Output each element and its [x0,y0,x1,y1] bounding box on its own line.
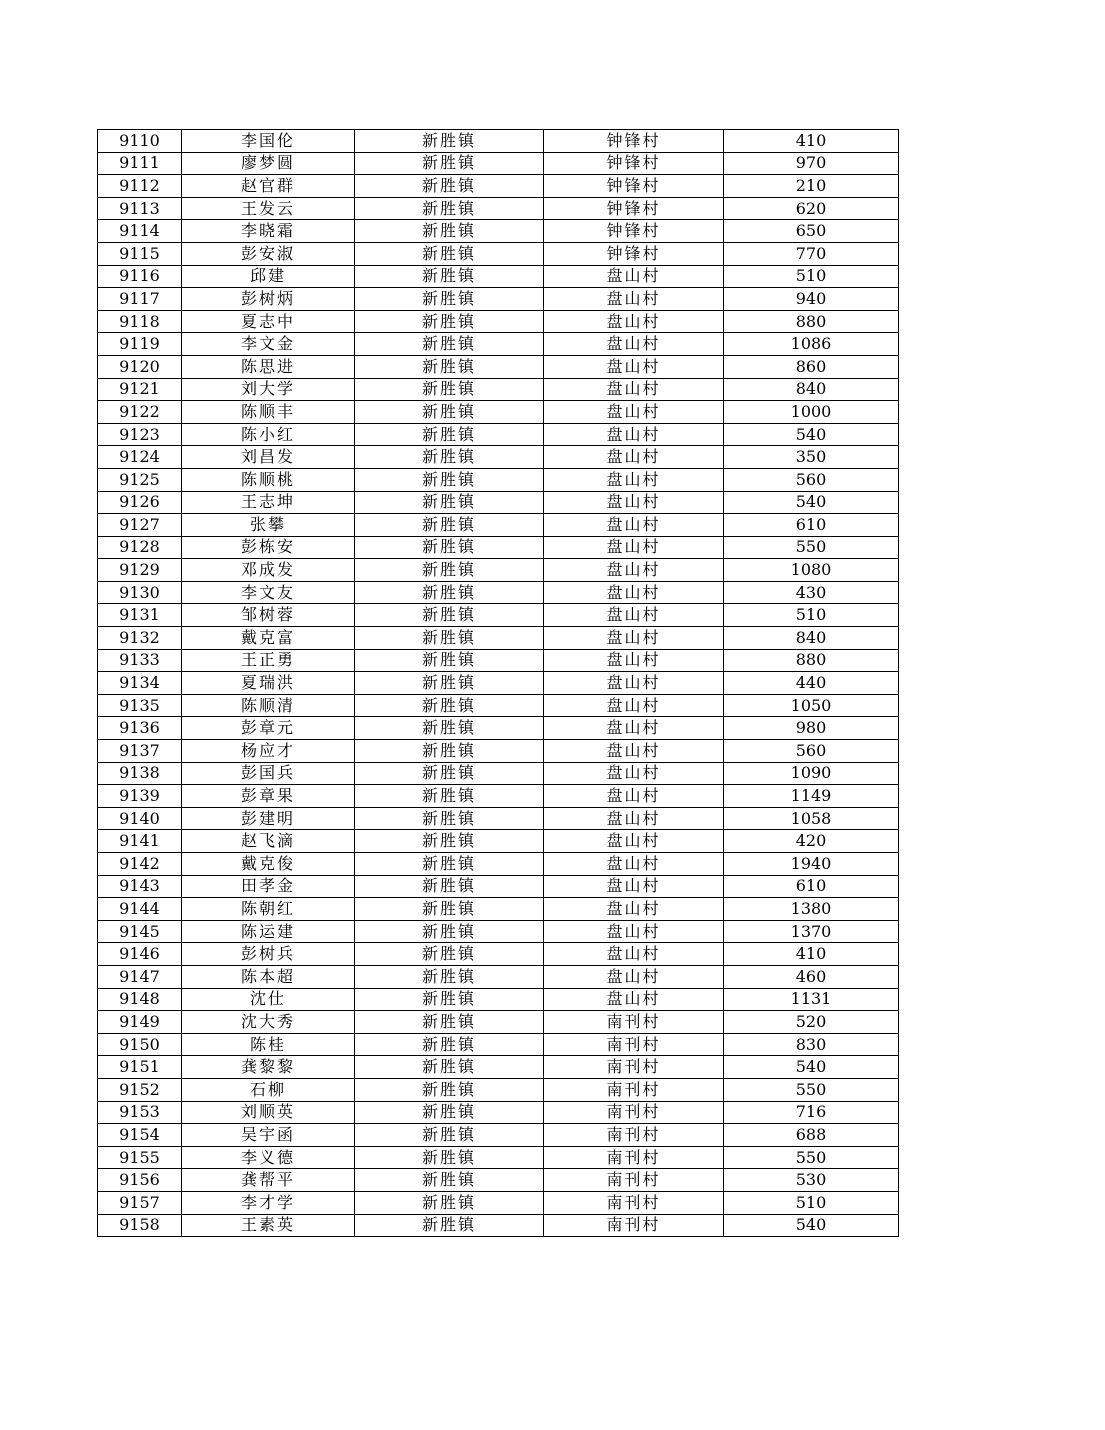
cell-serial-number: 9113 [98,197,182,220]
cell-town: 新胜镇 [355,1033,544,1056]
cell-amount: 1131 [724,988,899,1011]
cell-amount: 880 [724,649,899,672]
cell-amount: 510 [724,265,899,288]
cell-village: 盘山村 [544,694,724,717]
cell-amount: 1940 [724,853,899,876]
cell-town: 新胜镇 [355,604,544,627]
cell-amount: 1080 [724,559,899,582]
cell-town: 新胜镇 [355,672,544,695]
cell-village: 盘山村 [544,401,724,424]
cell-town: 新胜镇 [355,581,544,604]
cell-town: 新胜镇 [355,830,544,853]
table-row [98,581,899,604]
cell-name: 王发云 [182,197,355,220]
cell-name: 陈桂 [182,1033,355,1056]
cell-amount: 440 [724,672,899,695]
cell-name: 赵飞滴 [182,830,355,853]
cell-village: 盘山村 [544,672,724,695]
table-row [98,853,899,876]
cell-amount: 560 [724,468,899,491]
cell-name: 彭树兵 [182,943,355,966]
cell-village: 南刊村 [544,1101,724,1124]
cell-name: 李义德 [182,1146,355,1169]
cell-village: 盘山村 [544,830,724,853]
table-row [98,785,899,808]
cell-village: 盘山村 [544,265,724,288]
cell-amount: 550 [724,536,899,559]
cell-serial-number: 9119 [98,333,182,356]
table-row [98,310,899,333]
table-row [98,1191,899,1214]
data-table [97,129,899,1237]
cell-serial-number: 9131 [98,604,182,627]
cell-amount: 550 [724,1078,899,1101]
cell-serial-number: 9120 [98,355,182,378]
cell-serial-number: 9118 [98,310,182,333]
cell-name: 刘顺英 [182,1101,355,1124]
cell-village: 南刊村 [544,1056,724,1079]
cell-town: 新胜镇 [355,694,544,717]
cell-amount: 610 [724,514,899,537]
cell-village: 南刊村 [544,1146,724,1169]
cell-serial-number: 9145 [98,920,182,943]
cell-village: 盘山村 [544,468,724,491]
cell-amount: 940 [724,288,899,311]
cell-serial-number: 9152 [98,1078,182,1101]
cell-village: 钟锋村 [544,152,724,175]
cell-name: 沈仕 [182,988,355,1011]
cell-village: 盘山村 [544,536,724,559]
table-row [98,175,899,198]
cell-town: 新胜镇 [355,807,544,830]
cell-name: 陈运建 [182,920,355,943]
table-row [98,288,899,311]
table-body [98,130,899,1237]
cell-town: 新胜镇 [355,1169,544,1192]
table-row [98,898,899,921]
cell-village: 盘山村 [544,559,724,582]
cell-serial-number: 9144 [98,898,182,921]
cell-serial-number: 9133 [98,649,182,672]
cell-name: 陈朝红 [182,898,355,921]
cell-amount: 880 [724,310,899,333]
cell-amount: 540 [724,1056,899,1079]
cell-name: 赵官群 [182,175,355,198]
cell-name: 陈小红 [182,423,355,446]
cell-village: 钟锋村 [544,175,724,198]
cell-village: 钟锋村 [544,197,724,220]
cell-amount: 510 [724,604,899,627]
table-row [98,265,899,288]
cell-town: 新胜镇 [355,423,544,446]
cell-village: 盘山村 [544,333,724,356]
cell-town: 新胜镇 [355,130,544,153]
cell-village: 盘山村 [544,943,724,966]
cell-town: 新胜镇 [355,1214,544,1237]
cell-name: 吴宇函 [182,1124,355,1147]
cell-town: 新胜镇 [355,762,544,785]
table-row [98,446,899,469]
cell-village: 盘山村 [544,378,724,401]
cell-town: 新胜镇 [355,649,544,672]
cell-village: 盘山村 [544,491,724,514]
cell-amount: 530 [724,1169,899,1192]
cell-amount: 410 [724,943,899,966]
table-row [98,830,899,853]
cell-village: 盘山村 [544,627,724,650]
cell-amount: 1058 [724,807,899,830]
cell-town: 新胜镇 [355,310,544,333]
cell-serial-number: 9135 [98,694,182,717]
cell-town: 新胜镇 [355,853,544,876]
cell-amount: 540 [724,423,899,446]
cell-village: 盘山村 [544,807,724,830]
cell-name: 陈顺丰 [182,401,355,424]
cell-serial-number: 9128 [98,536,182,559]
cell-village: 盘山村 [544,514,724,537]
cell-amount: 540 [724,491,899,514]
cell-town: 新胜镇 [355,988,544,1011]
cell-name: 戴克俊 [182,853,355,876]
cell-town: 新胜镇 [355,288,544,311]
cell-amount: 1090 [724,762,899,785]
cell-serial-number: 9112 [98,175,182,198]
table-row [98,1124,899,1147]
cell-amount: 610 [724,875,899,898]
table-row [98,130,899,153]
cell-town: 新胜镇 [355,401,544,424]
cell-town: 新胜镇 [355,559,544,582]
cell-amount: 540 [724,1214,899,1237]
cell-name: 彭树炳 [182,288,355,311]
table-row [98,988,899,1011]
cell-name: 陈思进 [182,355,355,378]
table-row [98,649,899,672]
cell-village: 钟锋村 [544,130,724,153]
table-row [98,943,899,966]
cell-village: 盘山村 [544,649,724,672]
cell-village: 盘山村 [544,355,724,378]
cell-village: 南刊村 [544,1033,724,1056]
cell-name: 李文金 [182,333,355,356]
cell-serial-number: 9116 [98,265,182,288]
cell-amount: 560 [724,740,899,763]
cell-serial-number: 9121 [98,378,182,401]
cell-serial-number: 9129 [98,559,182,582]
table-row [98,875,899,898]
cell-town: 新胜镇 [355,265,544,288]
table-row [98,559,899,582]
cell-name: 彭章元 [182,717,355,740]
table-row [98,423,899,446]
cell-village: 盘山村 [544,785,724,808]
cell-serial-number: 9132 [98,627,182,650]
cell-amount: 1370 [724,920,899,943]
cell-name: 戴克富 [182,627,355,650]
cell-amount: 350 [724,446,899,469]
table-row [98,1146,899,1169]
table-row [98,242,899,265]
cell-village: 盘山村 [544,581,724,604]
cell-serial-number: 9153 [98,1101,182,1124]
cell-serial-number: 9140 [98,807,182,830]
cell-town: 新胜镇 [355,875,544,898]
cell-serial-number: 9139 [98,785,182,808]
cell-serial-number: 9110 [98,130,182,153]
cell-amount: 688 [724,1124,899,1147]
cell-name: 陈顺清 [182,694,355,717]
cell-town: 新胜镇 [355,197,544,220]
cell-village: 盘山村 [544,423,724,446]
cell-town: 新胜镇 [355,491,544,514]
cell-village: 盘山村 [544,965,724,988]
cell-name: 龚帮平 [182,1169,355,1192]
cell-town: 新胜镇 [355,898,544,921]
cell-town: 新胜镇 [355,355,544,378]
cell-amount: 1050 [724,694,899,717]
cell-village: 南刊村 [544,1191,724,1214]
cell-amount: 1380 [724,898,899,921]
cell-serial-number: 9134 [98,672,182,695]
cell-name: 陈本超 [182,965,355,988]
table-row [98,1214,899,1237]
cell-town: 新胜镇 [355,1124,544,1147]
table-row [98,197,899,220]
cell-village: 南刊村 [544,1078,724,1101]
cell-amount: 210 [724,175,899,198]
table-row [98,220,899,243]
cell-name: 彭章果 [182,785,355,808]
cell-serial-number: 9155 [98,1146,182,1169]
cell-town: 新胜镇 [355,1011,544,1034]
cell-serial-number: 9141 [98,830,182,853]
cell-serial-number: 9127 [98,514,182,537]
cell-serial-number: 9117 [98,288,182,311]
cell-village: 盘山村 [544,740,724,763]
cell-name: 廖梦圆 [182,152,355,175]
cell-serial-number: 9148 [98,988,182,1011]
cell-serial-number: 9137 [98,740,182,763]
cell-village: 南刊村 [544,1169,724,1192]
cell-serial-number: 9138 [98,762,182,785]
cell-town: 新胜镇 [355,242,544,265]
table-row [98,694,899,717]
cell-village: 盘山村 [544,288,724,311]
table-row [98,604,899,627]
cell-village: 盘山村 [544,310,724,333]
table-row [98,1101,899,1124]
table-row [98,1056,899,1079]
cell-amount: 840 [724,378,899,401]
cell-village: 盘山村 [544,988,724,1011]
table-row [98,401,899,424]
cell-town: 新胜镇 [355,446,544,469]
cell-amount: 520 [724,1011,899,1034]
cell-serial-number: 9125 [98,468,182,491]
cell-amount: 980 [724,717,899,740]
table-row [98,672,899,695]
table-row [98,717,899,740]
cell-amount: 970 [724,152,899,175]
table-row [98,491,899,514]
cell-name: 王素英 [182,1214,355,1237]
table-row [98,536,899,559]
cell-village: 盘山村 [544,920,724,943]
cell-village: 盘山村 [544,717,724,740]
cell-name: 彭安淑 [182,242,355,265]
cell-village: 盘山村 [544,604,724,627]
table-row [98,1169,899,1192]
cell-town: 新胜镇 [355,175,544,198]
cell-amount: 716 [724,1101,899,1124]
table-row [98,1078,899,1101]
table-row [98,378,899,401]
table-row [98,1011,899,1034]
cell-serial-number: 9115 [98,242,182,265]
table-row [98,762,899,785]
cell-village: 盘山村 [544,875,724,898]
cell-name: 田孝金 [182,875,355,898]
cell-town: 新胜镇 [355,785,544,808]
cell-town: 新胜镇 [355,943,544,966]
cell-town: 新胜镇 [355,1146,544,1169]
cell-name: 邓成发 [182,559,355,582]
cell-name: 李晓霜 [182,220,355,243]
cell-name: 邱建 [182,265,355,288]
cell-serial-number: 9143 [98,875,182,898]
cell-serial-number: 9124 [98,446,182,469]
cell-amount: 1149 [724,785,899,808]
cell-serial-number: 9130 [98,581,182,604]
cell-name: 彭栋安 [182,536,355,559]
cell-town: 新胜镇 [355,1078,544,1101]
cell-name: 王志坤 [182,491,355,514]
cell-amount: 510 [724,1191,899,1214]
cell-amount: 650 [724,220,899,243]
cell-village: 南刊村 [544,1124,724,1147]
cell-town: 新胜镇 [355,468,544,491]
cell-name: 杨应才 [182,740,355,763]
cell-village: 盘山村 [544,898,724,921]
cell-serial-number: 9122 [98,401,182,424]
cell-town: 新胜镇 [355,378,544,401]
cell-name: 夏瑞洪 [182,672,355,695]
table-row [98,468,899,491]
table-row [98,1033,899,1056]
cell-town: 新胜镇 [355,1191,544,1214]
cell-name: 夏志中 [182,310,355,333]
cell-name: 龚黎黎 [182,1056,355,1079]
cell-amount: 830 [724,1033,899,1056]
cell-village: 盘山村 [544,762,724,785]
cell-amount: 420 [724,830,899,853]
cell-name: 李才学 [182,1191,355,1214]
cell-village: 钟锋村 [544,242,724,265]
cell-serial-number: 9126 [98,491,182,514]
cell-town: 新胜镇 [355,1056,544,1079]
cell-amount: 620 [724,197,899,220]
cell-name: 石柳 [182,1078,355,1101]
cell-serial-number: 9150 [98,1033,182,1056]
cell-serial-number: 9156 [98,1169,182,1192]
cell-town: 新胜镇 [355,740,544,763]
cell-amount: 770 [724,242,899,265]
cell-serial-number: 9111 [98,152,182,175]
cell-name: 刘大学 [182,378,355,401]
cell-name: 李文友 [182,581,355,604]
cell-town: 新胜镇 [355,220,544,243]
cell-village: 盘山村 [544,446,724,469]
cell-village: 盘山村 [544,853,724,876]
cell-amount: 860 [724,355,899,378]
cell-serial-number: 9158 [98,1214,182,1237]
cell-amount: 1000 [724,401,899,424]
cell-name: 李国伦 [182,130,355,153]
cell-name: 王正勇 [182,649,355,672]
cell-serial-number: 9114 [98,220,182,243]
cell-amount: 410 [724,130,899,153]
cell-town: 新胜镇 [355,1101,544,1124]
cell-serial-number: 9146 [98,943,182,966]
cell-amount: 840 [724,627,899,650]
cell-amount: 430 [724,581,899,604]
cell-amount: 460 [724,965,899,988]
cell-amount: 550 [724,1146,899,1169]
table-row [98,355,899,378]
cell-name: 陈顺桃 [182,468,355,491]
cell-serial-number: 9123 [98,423,182,446]
cell-town: 新胜镇 [355,717,544,740]
table-row [98,333,899,356]
cell-serial-number: 9142 [98,853,182,876]
table-row [98,152,899,175]
table-row [98,627,899,650]
cell-town: 新胜镇 [355,152,544,175]
cell-name: 彭国兵 [182,762,355,785]
table-row [98,920,899,943]
cell-village: 南刊村 [544,1011,724,1034]
cell-town: 新胜镇 [355,536,544,559]
cell-name: 邹树蓉 [182,604,355,627]
table-row [98,514,899,537]
cell-serial-number: 9154 [98,1124,182,1147]
cell-name: 张攀 [182,514,355,537]
table-row [98,807,899,830]
table-row [98,740,899,763]
cell-town: 新胜镇 [355,627,544,650]
cell-village: 南刊村 [544,1214,724,1237]
cell-name: 彭建明 [182,807,355,830]
cell-town: 新胜镇 [355,965,544,988]
cell-town: 新胜镇 [355,920,544,943]
cell-serial-number: 9151 [98,1056,182,1079]
cell-serial-number: 9149 [98,1011,182,1034]
cell-town: 新胜镇 [355,514,544,537]
cell-amount: 1086 [724,333,899,356]
cell-village: 钟锋村 [544,220,724,243]
cell-name: 沈大秀 [182,1011,355,1034]
cell-serial-number: 9147 [98,965,182,988]
cell-serial-number: 9157 [98,1191,182,1214]
table-row [98,965,899,988]
cell-serial-number: 9136 [98,717,182,740]
cell-town: 新胜镇 [355,333,544,356]
cell-name: 刘昌发 [182,446,355,469]
